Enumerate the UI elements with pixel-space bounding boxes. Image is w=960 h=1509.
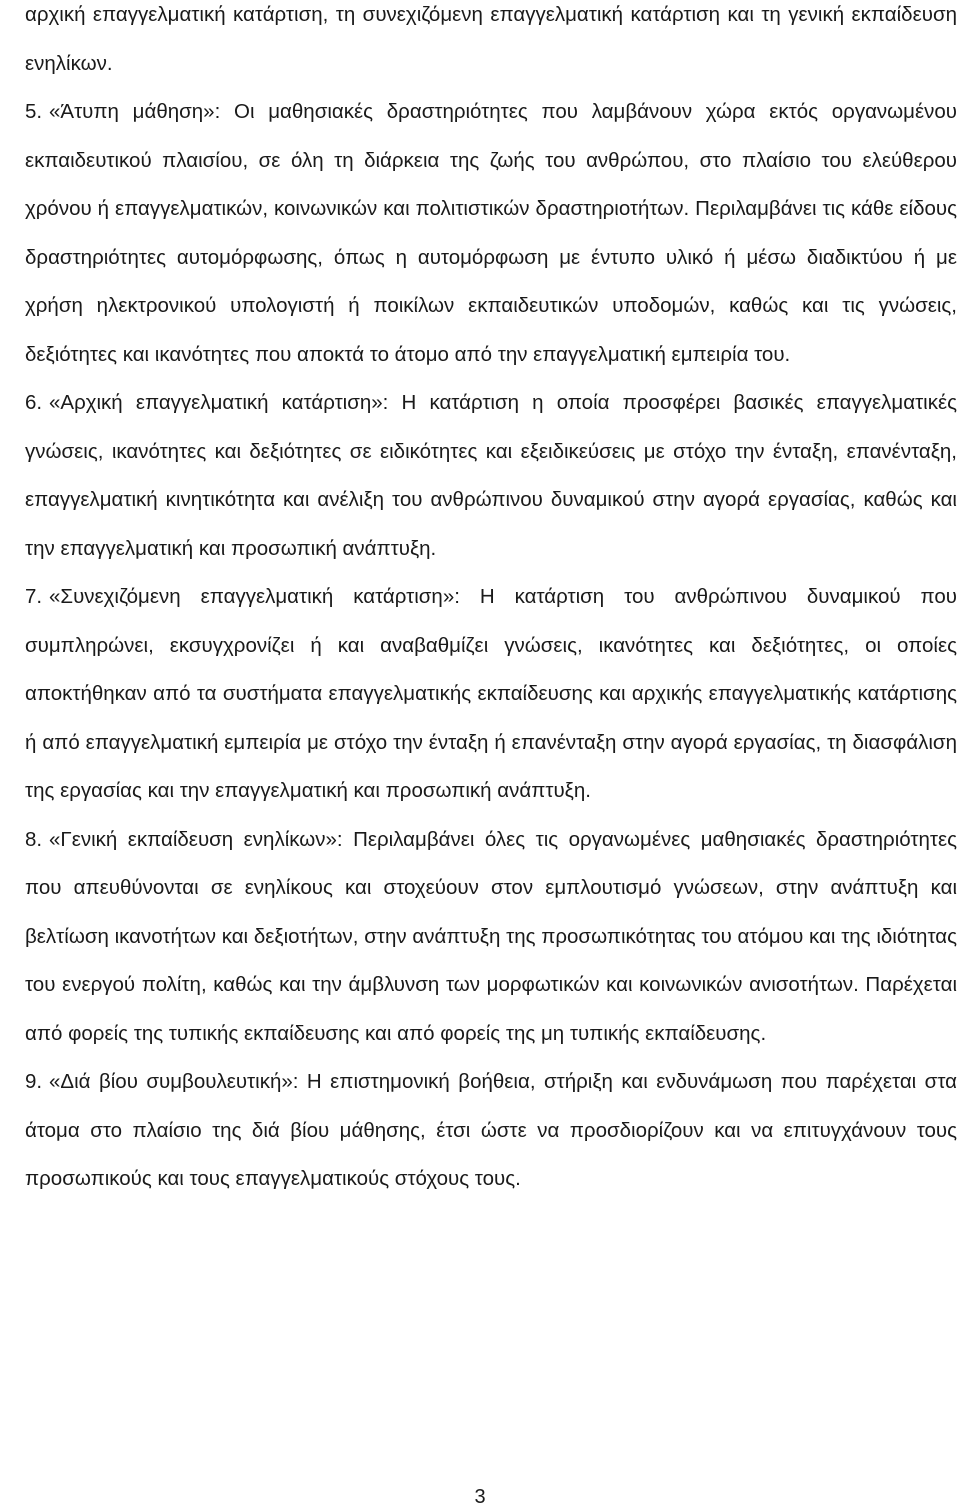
definition-item-8 bbox=[25, 816, 957, 1059]
item-text: «Διά βίου συμβουλευτική»: Η επιστημονική βοήθεια, στήριξη και ενδυνάμωση που παρέχεται στα άτομα στο πλαίσιο της διά βίου μάθησης, έτσι ώστε να προσδιορίζουν και να επιτυγχάνουν τους προσωπικούς και τους επαγγελματικούς στόχους τους. bbox=[25, 1070, 957, 1190]
item-number: 7. bbox=[25, 585, 43, 608]
definition-item-9 bbox=[25, 1058, 957, 1204]
definition-item-5 bbox=[25, 88, 957, 379]
lead-paragraph: αρχική επαγγελματική κατάρτιση, τη συνεχιζόμενη επαγγελματική κατάρτιση και τη γενική εκπαίδευση ενηλίκων. bbox=[25, 3, 957, 75]
item-text: «Άτυπη μάθηση»: Οι μαθησιακές δραστηριότητες που λαμβάνουν χώρα εκτός οργανωμένου εκπαιδευτικού πλαισίου, σε όλη τη διάρκεια της ζωής του ανθρώπου, στο πλαίσιο του ελεύθερου χρόνου ή επαγγελματικών, κοινωνικών και πολιτιστικών δραστηριοτήτων. Περιλαμβάνει τις κάθε είδους δραστηριότητες αυτομόρφωσης, όπως η αυτομόρφωση με έντυπο υλικό ή μέσω διαδικτύου ή με χρήση ηλεκτρονικού υπολογιστή ή ποικίλων εκπαιδευτικών υποδομών, καθώς και τις γνώσεις, δεξιότητες και ικανότητες που αποκτά το άτομο από την επαγγελματική εμπειρία του. bbox=[25, 100, 957, 366]
item-number: 9. bbox=[25, 1070, 43, 1093]
item-number: 8. bbox=[25, 827, 43, 851]
item-text: «Γενική εκπαίδευση ενηλίκων»: Περιλαμβάνει όλες τις οργανωμένες μαθησιακές δραστηριότητες που απευθύνονται σε ενηλίκους και στοχεύουν στον εμπλουτισμό γνώσεων, στην ανάπτυξη και βελτίωση ικανοτήτων και δεξιοτήτων, στην ανάπτυξη της προσωπικότητας του ατόμου και της ιδιότητας του ενεργού πολίτη, καθώς και την άμβλυνση των μορφωτικών και κοινωνικών ανισοτήτων. Παρέχεται από φορείς της τυπικής εκπαίδευσης και από φορείς της μη τυπικής εκπαίδευσης. bbox=[25, 827, 957, 1045]
document-body bbox=[25, 0, 957, 1204]
item-number: 6. bbox=[25, 391, 43, 414]
definition-item-7 bbox=[25, 573, 957, 816]
item-text: «Συνεχιζόμενη επαγγελματική κατάρτιση»: Η κατάρτιση του ανθρώπινου δυναμικού που συμπληρώνει, εκσυγχρονίζει ή και αναβαθμίζει γνώσεις, ικανότητες και δεξιότητες, οι οποίες αποκτήθηκαν από τα συστήματα επαγγελματικής εκπαίδευσης και αρχικής επαγγελματικής κατάρτισης ή από επαγγελματική εμπειρία με στόχο την ένταξη ή επανένταξη στην αγορά εργασίας, τη διασφάλιση της εργασίας και την επαγγελματική και προσωπική ανάπτυξη. bbox=[25, 585, 957, 802]
item-number: 5. bbox=[25, 100, 43, 123]
definition-item-6 bbox=[25, 379, 957, 573]
item-text: «Αρχική επαγγελματική κατάρτιση»: Η κατάρτιση η οποία προσφέρει βασικές επαγγελματικές γνώσεις, ικανότητες και δεξιότητες σε ειδικότητες και εξειδικεύσεις με στόχο την ένταξη, επανένταξη, επαγγελματική κινητικότητα και ανέλιξη του ανθρώπινου δυναμικού στην αγορά εργασίας, καθώς και την επαγγελματική και προσωπική ανάπτυξη. bbox=[25, 391, 957, 560]
page-number: 3 bbox=[474, 1486, 486, 1508]
